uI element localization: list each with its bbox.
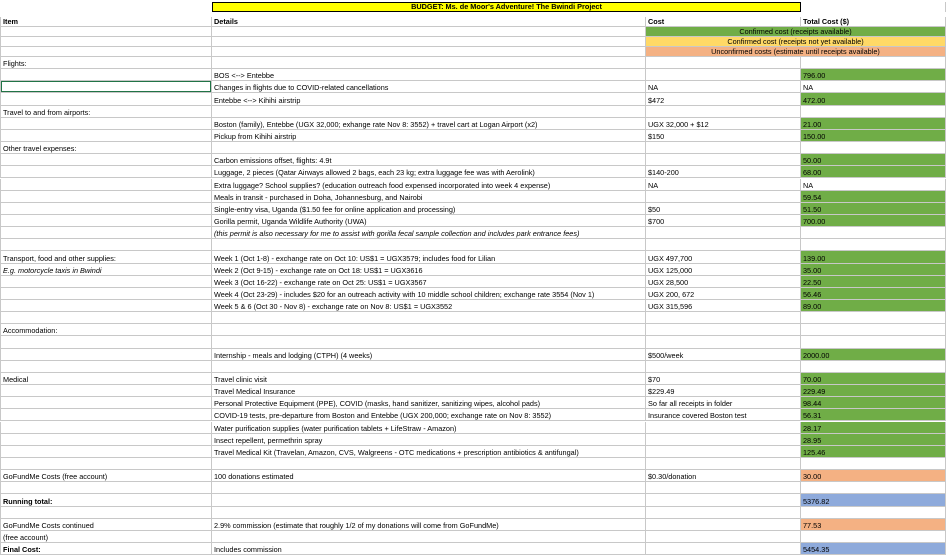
item-cell[interactable]	[0, 361, 212, 373]
details-cell[interactable]	[212, 312, 646, 324]
table-row	[0, 239, 946, 251]
table-row	[0, 264, 946, 276]
cost-cell[interactable]	[646, 507, 801, 519]
total-cost-cell[interactable]: 56.31	[801, 409, 946, 421]
table-row	[0, 288, 946, 300]
cost-cell[interactable]	[646, 446, 801, 458]
legend-row	[0, 27, 946, 37]
details-cell[interactable]: Gorilla permit, Uganda Wildlife Authority (UWA)	[212, 215, 646, 227]
item-cell[interactable]	[0, 312, 212, 324]
title-blank-cell[interactable]	[801, 2, 946, 12]
details-cell[interactable]	[212, 27, 646, 37]
table-row	[0, 494, 946, 506]
cost-cell[interactable]: $0.30/donation	[646, 470, 801, 482]
item-cell[interactable]	[0, 385, 212, 397]
table-row	[0, 166, 946, 178]
details-cell[interactable]: Changes in flights due to COVID-related cancellations	[212, 81, 646, 93]
details-cell[interactable]	[212, 361, 646, 373]
table-row	[0, 519, 946, 531]
header-item[interactable]: Item	[0, 17, 212, 27]
total-cost-cell[interactable]: 30.00	[801, 470, 946, 482]
table-row	[0, 251, 946, 263]
details-cell[interactable]	[212, 336, 646, 348]
item-cell[interactable]	[0, 349, 212, 361]
details-cell[interactable]	[212, 239, 646, 251]
details-cell[interactable]: Entebbe <--> Kihihi airstrip	[212, 93, 646, 105]
total-cost-cell[interactable]: 28.17	[801, 422, 946, 434]
cost-cell[interactable]	[646, 482, 801, 494]
item-cell[interactable]	[0, 300, 212, 312]
cost-cell[interactable]: Insurance covered Boston test	[646, 409, 801, 421]
item-cell[interactable]	[0, 227, 212, 239]
details-cell[interactable]: Week 5 & 6 (Oct 30 - Nov 8) - exchange rate on Nov 8: US$1 = UGX3552	[212, 300, 646, 312]
details-cell[interactable]	[212, 507, 646, 519]
details-cell[interactable]	[212, 482, 646, 494]
item-cell[interactable]	[0, 507, 212, 519]
table-row	[0, 276, 946, 288]
title-blank-cell[interactable]	[0, 2, 212, 12]
details-cell[interactable]	[212, 324, 646, 336]
total-cost-cell[interactable]: 35.00	[801, 264, 946, 276]
item-cell[interactable]	[0, 215, 212, 227]
table-row	[0, 69, 946, 81]
cost-cell[interactable]: $700	[646, 215, 801, 227]
cost-cell[interactable]: UGX 28,500	[646, 276, 801, 288]
cost-cell[interactable]	[646, 239, 801, 251]
table-row	[0, 531, 946, 543]
total-cost-cell[interactable]: NA	[801, 179, 946, 191]
table-row	[0, 300, 946, 312]
table-row	[0, 373, 946, 385]
table-row	[0, 57, 946, 69]
cost-cell[interactable]	[646, 422, 801, 434]
table-row	[0, 142, 946, 154]
details-cell[interactable]: Luggage, 2 pieces (Qatar Airways allowed 2 bags, each 23 kg; extra luggage fee was with Aerolink)	[212, 166, 646, 178]
item-cell[interactable]	[0, 81, 212, 93]
table-row	[0, 154, 946, 166]
item-cell[interactable]	[0, 37, 212, 47]
total-cost-cell[interactable]: 51.50	[801, 203, 946, 215]
total-cost-cell[interactable]: 229.49	[801, 385, 946, 397]
item-cell[interactable]	[0, 47, 212, 57]
legend-unconfirmed[interactable]: Unconfirmed costs (estimate until receipts available)	[646, 47, 946, 57]
details-cell[interactable]: 2.9% commission (estimate that roughly 1/2 of my donations will come from GoFundMe)	[212, 519, 646, 531]
cost-cell[interactable]: $50	[646, 203, 801, 215]
total-cost-cell[interactable]	[801, 324, 946, 336]
cost-cell[interactable]	[646, 519, 801, 531]
table-row	[0, 324, 946, 336]
cost-cell[interactable]	[646, 543, 801, 555]
details-cell[interactable]: Meals in transit - purchased in Doha, Johannesburg, and Nairobi	[212, 191, 646, 203]
total-cost-cell[interactable]: 5376.82	[801, 494, 946, 506]
total-cost-cell[interactable]: 5454.35	[801, 543, 946, 555]
legend-row	[0, 37, 946, 47]
table-row	[0, 106, 946, 118]
table-row	[0, 336, 946, 348]
header-details[interactable]: Details	[212, 17, 646, 27]
item-cell[interactable]	[0, 93, 212, 105]
table-row	[0, 361, 946, 373]
table-row	[0, 203, 946, 215]
details-cell[interactable]: BOS <--> Entebbe	[212, 69, 646, 81]
details-cell[interactable]	[212, 458, 646, 470]
cost-cell[interactable]	[646, 531, 801, 543]
item-cell[interactable]	[0, 434, 212, 446]
total-cost-cell[interactable]	[801, 336, 946, 348]
cost-cell[interactable]: UGX 32,000 + $12	[646, 118, 801, 130]
item-cell[interactable]: Medical	[0, 373, 212, 385]
table-row	[0, 93, 946, 105]
cost-cell[interactable]	[646, 142, 801, 154]
details-cell[interactable]	[212, 531, 646, 543]
total-cost-cell[interactable]: 50.00	[801, 154, 946, 166]
total-cost-cell[interactable]	[801, 227, 946, 239]
total-cost-cell[interactable]: NA	[801, 81, 946, 93]
item-cell[interactable]	[0, 422, 212, 434]
details-cell[interactable]: Water purification supplies (water purification tablets + LifeStraw - Amazon)	[212, 422, 646, 434]
cost-cell[interactable]: $70	[646, 373, 801, 385]
item-cell[interactable]	[0, 166, 212, 178]
total-cost-cell[interactable]: 89.00	[801, 300, 946, 312]
header-row	[0, 17, 946, 27]
table-row	[0, 118, 946, 130]
item-cell[interactable]: E.g. motorcycle taxis in Bwindi	[0, 264, 212, 276]
total-cost-cell[interactable]: 125.46	[801, 446, 946, 458]
total-cost-cell[interactable]: 28.95	[801, 434, 946, 446]
item-cell[interactable]	[0, 446, 212, 458]
details-cell[interactable]: Boston (family), Entebbe (UGX 32,000; exhange rate Nov 8: 3552) + travel cart at Logan Airport (x2)	[212, 118, 646, 130]
total-cost-cell[interactable]	[801, 57, 946, 69]
table-row	[0, 434, 946, 446]
details-cell[interactable]: Carbon emissions offset, flights: 4.9t	[212, 154, 646, 166]
details-cell[interactable]: Week 2 (Oct 9-15) - exchange rate on Oct 18: US$1 = UGX3616	[212, 264, 646, 276]
details-cell[interactable]: Week 4 (Oct 23-29) - includes $20 for an outreach activity with 10 middle school children; exchange rate 3554 (Nov 1)	[212, 288, 646, 300]
details-cell[interactable]: Week 1 (Oct 1-8) - exchange rate on Oct 10: US$1 = UGX3579; includes food for Lilian	[212, 251, 646, 263]
item-cell[interactable]: GoFundMe Costs continued	[0, 519, 212, 531]
cost-cell[interactable]	[646, 312, 801, 324]
table-row	[0, 543, 946, 555]
details-cell[interactable]: Extra luggage? School supplies? (education outreach food expensed incorporated into week 4 expense)	[212, 179, 646, 191]
item-cell[interactable]	[0, 397, 212, 409]
table-row	[0, 446, 946, 458]
cost-cell[interactable]: UGX 125,000	[646, 264, 801, 276]
cost-cell[interactable]	[646, 361, 801, 373]
item-cell[interactable]: Final Cost:	[0, 543, 212, 555]
cost-cell[interactable]: UGX 200, 672	[646, 288, 801, 300]
cost-cell[interactable]	[646, 324, 801, 336]
item-cell[interactable]	[0, 179, 212, 191]
total-cost-cell[interactable]: 700.00	[801, 215, 946, 227]
total-cost-cell[interactable]	[801, 507, 946, 519]
total-cost-cell[interactable]: 68.00	[801, 166, 946, 178]
item-cell[interactable]	[0, 336, 212, 348]
details-cell[interactable]	[212, 106, 646, 118]
cost-cell[interactable]	[646, 69, 801, 81]
total-cost-cell[interactable]	[801, 312, 946, 324]
item-cell[interactable]	[0, 130, 212, 142]
details-cell[interactable]	[212, 142, 646, 154]
legend-row	[0, 47, 946, 57]
table-row	[0, 470, 946, 482]
table-row	[0, 458, 946, 470]
table-row	[0, 507, 946, 519]
cost-cell[interactable]	[646, 227, 801, 239]
details-cell[interactable]: Single-entry visa, Uganda ($1.50 fee for online application and processing)	[212, 203, 646, 215]
item-cell[interactable]	[0, 191, 212, 203]
item-cell[interactable]	[0, 409, 212, 421]
title-row	[0, 2, 946, 12]
table-row	[0, 385, 946, 397]
item-cell[interactable]: Transport, food and other supplies:	[0, 251, 212, 263]
item-cell[interactable]: (free account)	[0, 531, 212, 543]
item-cell[interactable]	[0, 154, 212, 166]
total-cost-cell[interactable]: 22.50	[801, 276, 946, 288]
cost-cell[interactable]: $229.49	[646, 385, 801, 397]
table-row	[0, 81, 946, 93]
details-cell[interactable]: Pickup from Kihihi airstrip	[212, 130, 646, 142]
details-cell[interactable]: Travel clinic visit	[212, 373, 646, 385]
table-row	[0, 227, 946, 239]
total-cost-cell[interactable]: 2000.00	[801, 349, 946, 361]
cost-cell[interactable]: $472	[646, 93, 801, 105]
total-cost-cell[interactable]: 472.00	[801, 93, 946, 105]
cost-cell[interactable]	[646, 458, 801, 470]
cost-cell[interactable]: So far all receipts in folder	[646, 397, 801, 409]
cost-cell[interactable]	[646, 154, 801, 166]
cost-cell[interactable]: UGX 497,700	[646, 251, 801, 263]
item-cell[interactable]: Accommodation:	[0, 324, 212, 336]
total-cost-cell[interactable]: 150.00	[801, 130, 946, 142]
cost-cell[interactable]: $500/week	[646, 349, 801, 361]
legend-confirmed-receipts[interactable]: Confirmed cost (receipts available)	[646, 27, 946, 37]
item-cell[interactable]	[0, 118, 212, 130]
item-cell[interactable]: Running total:	[0, 494, 212, 506]
details-cell[interactable]: Travel Medical Insurance	[212, 385, 646, 397]
table-row	[0, 422, 946, 434]
table-row	[0, 215, 946, 227]
total-cost-cell[interactable]: 70.00	[801, 373, 946, 385]
details-cell[interactable]: COVID-19 tests, pre-departure from Boston and Entebbe (UGX 200,000; exchange rate on Nov 8: 3552)	[212, 409, 646, 421]
cost-cell[interactable]	[646, 336, 801, 348]
table-row	[0, 130, 946, 142]
total-cost-cell[interactable]	[801, 458, 946, 470]
total-cost-cell[interactable]: 21.00	[801, 118, 946, 130]
cost-cell[interactable]: $140-200	[646, 166, 801, 178]
total-cost-cell[interactable]	[801, 482, 946, 494]
details-cell[interactable]	[212, 47, 646, 57]
cost-cell[interactable]: UGX 315,596	[646, 300, 801, 312]
total-cost-cell[interactable]: 56.46	[801, 288, 946, 300]
total-cost-cell[interactable]: 59.54	[801, 191, 946, 203]
item-cell[interactable]	[0, 239, 212, 251]
item-cell[interactable]	[0, 276, 212, 288]
details-cell[interactable]	[212, 37, 646, 47]
total-cost-cell[interactable]	[801, 142, 946, 154]
item-cell[interactable]	[0, 288, 212, 300]
total-cost-cell[interactable]	[801, 239, 946, 251]
table-row	[0, 191, 946, 203]
item-cell[interactable]: GoFundMe Costs (free account)	[0, 470, 212, 482]
total-cost-cell[interactable]	[801, 106, 946, 118]
item-cell[interactable]	[0, 69, 212, 81]
item-cell[interactable]	[0, 203, 212, 215]
total-cost-cell[interactable]: 77.53	[801, 519, 946, 531]
cost-cell[interactable]	[646, 494, 801, 506]
item-cell[interactable]: Travel to and from airports:	[0, 106, 212, 118]
total-cost-cell[interactable]	[801, 361, 946, 373]
cost-cell[interactable]	[646, 434, 801, 446]
legend-confirmed-no-receipts[interactable]: Confirmed cost (receipts not yet available)	[646, 37, 946, 47]
cost-cell[interactable]	[646, 57, 801, 69]
details-cell[interactable]: 100 donations estimated	[212, 470, 646, 482]
header-cost[interactable]: Cost	[646, 17, 801, 27]
item-cell[interactable]: Other travel expenses:	[0, 142, 212, 154]
cost-cell[interactable]	[646, 106, 801, 118]
item-cell[interactable]: Flights:	[0, 57, 212, 69]
details-cell[interactable]: Travel Medical Kit (Travelan, Amazon, CVS, Walgreens - OTC medications + prescription antibiotics & antifungal)	[212, 446, 646, 458]
details-cell[interactable]: Includes commission	[212, 543, 646, 555]
cost-cell[interactable]: NA	[646, 81, 801, 93]
details-cell[interactable]: Week 3 (Oct 16-22) - exchange rate on Oct 25: US$1 = UGX3567	[212, 276, 646, 288]
header-total-cost[interactable]: Total Cost ($)	[801, 17, 946, 27]
cost-cell[interactable]: $150	[646, 130, 801, 142]
details-cell[interactable]	[212, 57, 646, 69]
table-row	[0, 482, 946, 494]
item-cell[interactable]	[0, 458, 212, 470]
total-cost-cell[interactable]	[801, 531, 946, 543]
details-cell[interactable]	[212, 494, 646, 506]
total-cost-cell[interactable]: 139.00	[801, 251, 946, 263]
item-cell[interactable]	[0, 482, 212, 494]
details-cell[interactable]: Personal Protective Equipment (PPE), COVID (masks, hand sanitizer, sanitizing wipes, alcohol pads)	[212, 397, 646, 409]
table-row	[0, 179, 946, 191]
table-row	[0, 312, 946, 324]
table-row	[0, 397, 946, 409]
table-row	[0, 409, 946, 421]
details-cell[interactable]: Insect repellent, permethrin spray	[212, 434, 646, 446]
details-cell[interactable]: Internship - meals and lodging (CTPH) (4 weeks)	[212, 349, 646, 361]
cost-cell[interactable]: NA	[646, 179, 801, 191]
budget-title[interactable]: BUDGET: Ms. de Moor's Adventure! The Bwindi Project	[212, 2, 801, 12]
details-cell[interactable]: (this permit is also necessary for me to assist with gorilla fecal sample collection and includes park entrance fees)	[212, 227, 646, 239]
total-cost-cell[interactable]: 796.00	[801, 69, 946, 81]
total-cost-cell[interactable]: 98.44	[801, 397, 946, 409]
table-row	[0, 349, 946, 361]
item-cell[interactable]	[0, 27, 212, 37]
cost-cell[interactable]	[646, 191, 801, 203]
